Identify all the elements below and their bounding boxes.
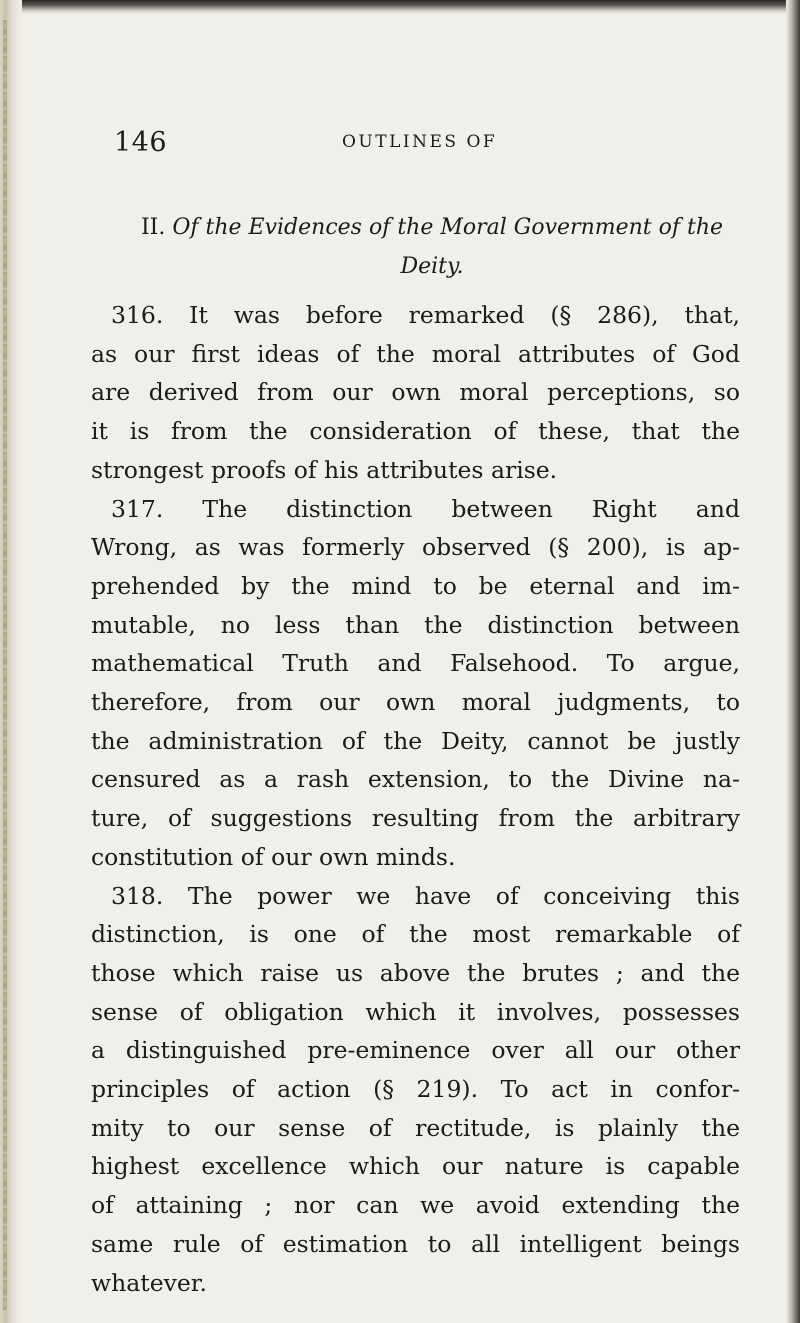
text-line: sense of obligation which it involves, possesses (91, 997, 740, 1026)
text-line: constitution of our own minds. (91, 842, 456, 871)
text-line: of attaining ; nor can we avoid extending the (91, 1191, 740, 1220)
page-binding-edge (0, 0, 22, 1323)
text-line: mity to our sense of rectitude, is plainly the (91, 1113, 740, 1142)
text-line: are derived from our own moral perceptions, so (91, 378, 740, 407)
section-title-line-1: Of the Evidences of the Moral Government of the (172, 215, 724, 240)
text-line: mutable, no less than the distinction between (91, 610, 740, 639)
text-line: it is from the consideration of these, that the (91, 417, 740, 446)
body-text (65, 296, 740, 1302)
text-line: principles of action (§ 219). To act in confor- (91, 1075, 740, 1104)
text-line: a distinguished pre-eminence over all our other (91, 1036, 740, 1065)
text-line: 318. The power we have of conceiving this (111, 881, 740, 910)
section-heading (112, 208, 752, 286)
text-line: prehended by the mind to be eternal and im- (91, 571, 740, 600)
section-number: II. (140, 215, 166, 240)
text-line: censured as a rash extension, to the Divine na- (91, 765, 740, 794)
paragraph-316 (65, 296, 740, 490)
text-line: those which raise us above the brutes ; and the (91, 958, 740, 987)
paragraph-318 (65, 877, 740, 1303)
running-head: OUTLINES OF (342, 132, 498, 152)
text-line: therefore, from our own moral judgments, to (91, 688, 740, 717)
page-header (0, 127, 800, 161)
text-line: same rule of estimation to all intelligent beings (91, 1229, 740, 1258)
text-line: the administration of the Deity, cannot be justly (91, 726, 740, 755)
page-number: 146 (114, 127, 168, 158)
text-line: mathematical Truth and Falsehood. To argue, (91, 649, 740, 678)
text-line: as our first ideas of the moral attributes of God (91, 339, 740, 368)
text-line: Wrong, as was formerly observed (§ 200), is ap- (91, 533, 740, 562)
text-line: distinction, is one of the most remarkable of (91, 920, 740, 949)
section-title-line-2: Deity. (400, 254, 464, 279)
text-line: ture, of suggestions resulting from the arbitrary (91, 804, 740, 833)
page-top-edge (0, 0, 800, 14)
paragraph-317 (65, 490, 740, 877)
text-line: 316. It was before remarked (§ 286), that, (111, 301, 740, 329)
text-line: 317. The distinction between Right and (111, 494, 740, 523)
page-right-edge (786, 0, 800, 1323)
text-line: whatever. (91, 1268, 207, 1297)
text-line: strongest proofs of his attributes arise. (91, 455, 558, 484)
text-line: highest excellence which our nature is capable (91, 1152, 740, 1181)
